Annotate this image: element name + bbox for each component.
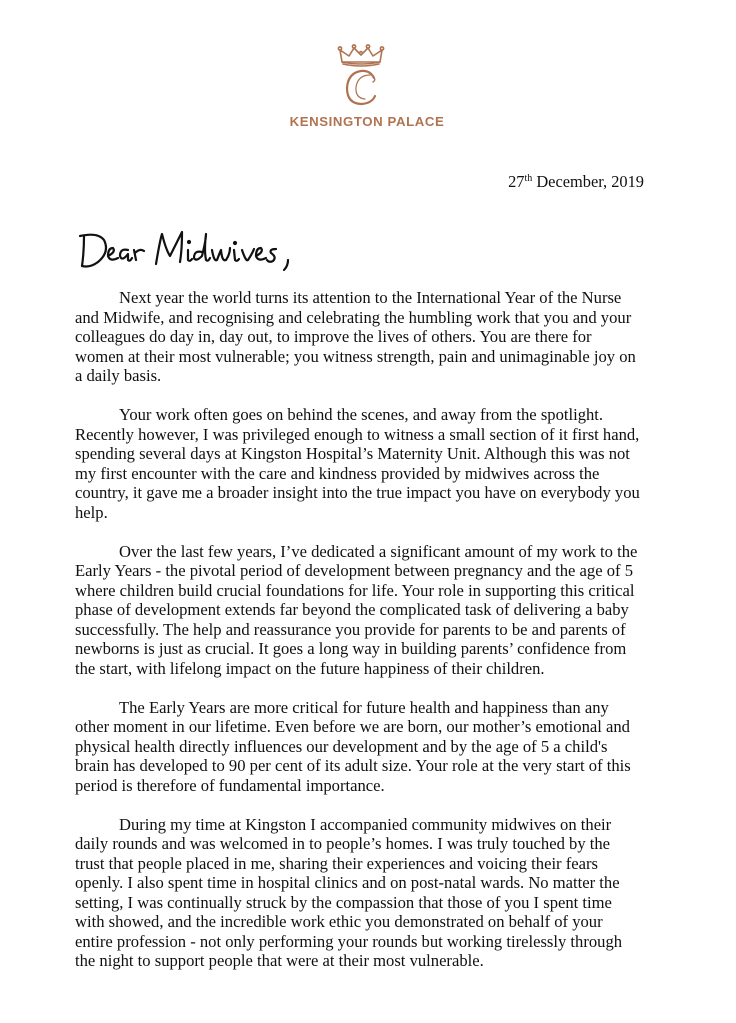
paragraph-line: During my time at Kingston I accompanied community midwives on their <box>119 814 612 834</box>
paragraph-line: Early Years - the pivotal period of development between pregnancy and the age of 5 <box>75 561 634 580</box>
paragraph-line: period is therefore of fundamental importance. <box>75 775 385 795</box>
paragraph-line: setting, I was continually struck by the compassion that those of you I spent time <box>75 892 612 912</box>
paragraph-line: openly. I also spent time in hospital clinics and on post-natal wards. No matter the <box>75 873 620 892</box>
paragraph-line: daily rounds and was welcomed in to people’s homes. I was truly touched by the <box>75 834 611 853</box>
paragraph-line: country, it gave me a broader insight into the true impact you have on everybody you <box>75 483 640 502</box>
paragraph-line: the night to support people that were at their most vulnerable. <box>75 951 484 970</box>
letter-paragraph <box>75 698 667 796</box>
paragraph-line: Your work often goes on behind the scenes, and away from the spotlight. <box>119 405 604 424</box>
paragraph-line: other moment in our lifetime. Even before we are born, our mother’s emotional and <box>75 717 630 736</box>
paragraph-line: Next year the world turns its attention to the International Year of the Nurse <box>119 288 622 307</box>
letter-body <box>75 288 667 990</box>
paragraph-line: trust that people placed in me, sharing their experiences and voicing their fears <box>75 853 598 873</box>
letter-paragraph <box>75 815 667 971</box>
paragraph-line: brain has developed to 90 per cent of its adult size. Your role at the very start of this <box>75 756 631 775</box>
paragraph-line: and Midwife, and recognising and celebrating the humbling work that you and your <box>75 307 632 327</box>
paragraph-line: women at their most vulnerable; you witness strength, pain and unimaginable joy on <box>75 346 636 366</box>
date-day: 27 <box>508 172 525 191</box>
paragraph-line: spending several days at Kingston Hospital’s Maternity Unit. Although this was not <box>75 444 630 463</box>
paragraph-line: entire profession - not only performing your rounds but working tirelessly through <box>75 931 623 951</box>
date-month-year: December, 2019 <box>532 172 644 191</box>
letter-paragraph <box>75 405 667 522</box>
paragraph-line: colleagues do day in, day out, to improve the lives of others. You are there for <box>75 327 592 346</box>
paragraph-line: a daily basis. <box>75 366 162 385</box>
crowned-c-monogram-icon <box>330 42 392 110</box>
paragraph-line: Recently however, I was privileged enough to witness a small section of it first hand, <box>75 424 640 444</box>
paragraph-line: The Early Years are more critical for future health and happiness than any <box>119 697 609 717</box>
paragraph-line: where children build crucial foundations for life. Your role in supporting this critical <box>75 580 635 600</box>
paragraph-line: phase of development extends far beyond the complicated task of delivering a baby <box>75 600 629 619</box>
letterhead-title: KENSINGTON PALACE <box>289 114 445 129</box>
handwritten-salutation <box>70 220 320 280</box>
letter-paragraph <box>75 288 667 386</box>
paragraph-line: help. <box>75 502 108 522</box>
paragraph-line: the start, with lifelong impact on the future happiness of their children. <box>75 658 545 678</box>
letter-paragraph <box>75 542 667 679</box>
paragraph-line: physical health directly influences our development and by the age of 5 a child's <box>75 736 608 756</box>
letter-date <box>508 172 644 192</box>
paragraph-line: successfully. The help and reassurance you provide for parents to be and parents of <box>75 619 626 639</box>
paragraph-line: with showed, and the incredible work ethic you demonstrated on behalf of your <box>75 912 603 931</box>
paragraph-line: Over the last few years, I’ve dedicated a significant amount of my work to the <box>119 541 638 561</box>
date-ordinal-suffix: th <box>524 173 533 184</box>
paragraph-line: newborns is just as crucial. It goes a long way in building parents’ confidence from <box>75 639 627 658</box>
paragraph-line: my first encounter with the care and kindness provided by midwives across the <box>75 463 600 483</box>
